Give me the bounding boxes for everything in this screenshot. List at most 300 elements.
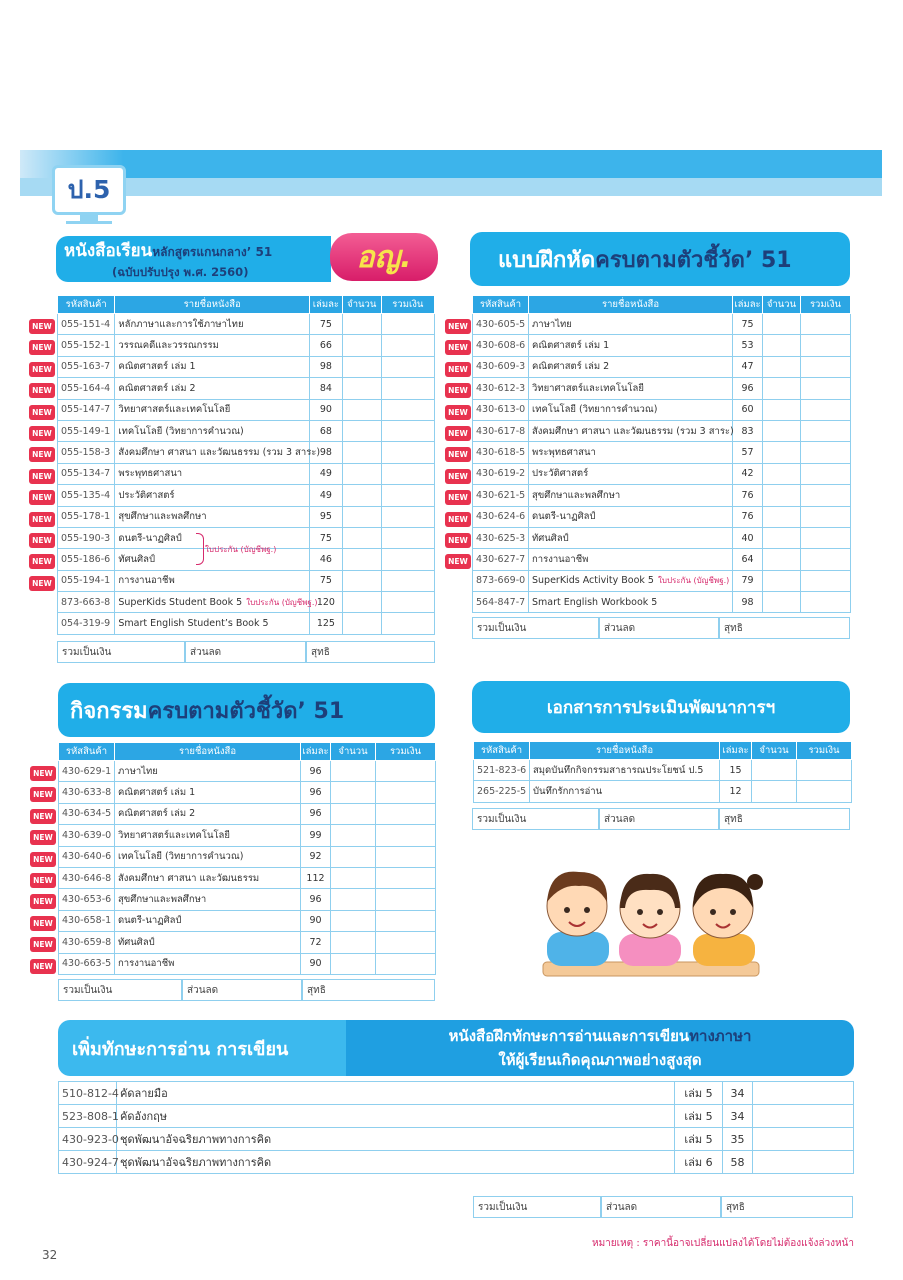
table-row xyxy=(58,314,435,335)
item-name-text: วิทยาศาสตร์และเทคโนโลยี xyxy=(118,404,231,416)
table-row xyxy=(59,889,436,910)
item-price: 99 xyxy=(301,825,331,846)
total-field[interactable]: รวมเป็นเงิน xyxy=(473,1196,601,1218)
activity-title-big: กิจกรรม xyxy=(70,698,148,724)
qty-cell[interactable] xyxy=(763,335,801,356)
item-name xyxy=(115,803,301,824)
item-code: 055-186-6 xyxy=(58,549,115,570)
activity-title-small: ครบตามตัวชี้วัด’ 51 xyxy=(147,698,345,724)
new-badge: NEW xyxy=(29,340,55,355)
qty-cell[interactable] xyxy=(763,527,801,548)
item-name-text: เทคโนโลยี (วิทยาการคำนวณ) xyxy=(118,851,244,863)
sum-cell[interactable] xyxy=(797,781,852,802)
item-name-text: คณิตศาสตร์ เล่ม 1 xyxy=(118,787,196,799)
qty-cell[interactable] xyxy=(752,781,797,802)
qty-cell[interactable] xyxy=(331,910,376,931)
sum-cell[interactable] xyxy=(801,442,851,463)
new-badge: NEW xyxy=(30,916,56,931)
sum-cell[interactable] xyxy=(381,420,434,441)
table-row xyxy=(58,335,435,356)
qty-cell[interactable] xyxy=(331,867,376,888)
table-row xyxy=(474,781,852,802)
item-name xyxy=(115,910,301,931)
sum-cell[interactable] xyxy=(381,592,434,613)
item-volume: เล่ม 5 xyxy=(675,1128,723,1151)
qty-cell[interactable] xyxy=(331,761,376,782)
item-name xyxy=(529,570,733,591)
total-field[interactable]: รวมเป็นเงิน xyxy=(472,617,599,639)
qty-cell[interactable] xyxy=(342,420,381,441)
table-row xyxy=(59,953,436,974)
item-code: 430-629-1 xyxy=(59,761,115,782)
discount-field[interactable]: ส่วนลด xyxy=(599,808,719,830)
item-name-text: ทัศนศิลป์ xyxy=(118,936,155,948)
qty-cell[interactable] xyxy=(763,314,801,335)
qty-cell[interactable] xyxy=(763,506,801,527)
item-price: 76 xyxy=(733,506,763,527)
item-name-text: พระพุทธศาสนา xyxy=(118,468,183,480)
item-name xyxy=(529,356,733,377)
textbook-table xyxy=(57,295,435,635)
header-sum: รวมเงิน xyxy=(797,742,852,760)
new-badge: NEW xyxy=(445,426,471,441)
discount-field[interactable]: ส่วนลด xyxy=(601,1196,721,1218)
item-price: 96 xyxy=(301,889,331,910)
item-code: 055-194-1 xyxy=(58,570,115,591)
qty-cell[interactable] xyxy=(763,378,801,399)
workbook-totals xyxy=(472,617,850,639)
sum-cell[interactable] xyxy=(376,910,436,931)
table-row xyxy=(473,463,851,484)
total-field[interactable]: รวมเป็นเงิน xyxy=(57,641,185,663)
table-row xyxy=(58,613,435,634)
new-badge: NEW xyxy=(29,405,55,420)
item-code: 430-609-3 xyxy=(473,356,529,377)
sum-cell[interactable] xyxy=(381,399,434,420)
sum-cell[interactable] xyxy=(381,378,434,399)
item-name xyxy=(115,570,310,591)
header-price: เล่มละ xyxy=(301,743,331,761)
item-name-text: เทคโนโลยี (วิทยาการคำนวณ) xyxy=(118,425,244,437)
qty-cell[interactable] xyxy=(331,889,376,910)
item-name xyxy=(115,314,310,335)
item-code: 054-319-9 xyxy=(58,613,115,634)
skills-title-right-2: ให้ผู้เรียนเกิดคุณภาพอย่างสูงสุด xyxy=(498,1051,702,1069)
sum-cell[interactable] xyxy=(376,932,436,953)
item-name-text: ดนตรี-นาฏศิลป์ xyxy=(532,511,596,523)
sum-cell[interactable] xyxy=(381,463,434,484)
item-volume: เล่ม 5 xyxy=(675,1082,723,1105)
sum-cell[interactable] xyxy=(376,846,436,867)
item-name xyxy=(529,378,733,399)
qty-cell[interactable] xyxy=(342,463,381,484)
item-code: 430-613-0 xyxy=(473,399,529,420)
activity-totals xyxy=(58,979,435,1001)
new-badge: NEW xyxy=(445,340,471,355)
sum-cell[interactable] xyxy=(801,399,851,420)
item-name-text: เทคโนโลยี (วิทยาการคำนวณ) xyxy=(532,404,658,416)
item-name-text: พระพุทธศาสนา xyxy=(532,447,596,459)
item-name-text: หลักภาษาและการใช้ภาษาไทย xyxy=(118,318,244,330)
sum-cell[interactable] xyxy=(381,570,434,591)
item-code: 055-163-7 xyxy=(58,356,115,377)
new-badge: NEW xyxy=(30,873,56,888)
qty-cell[interactable] xyxy=(342,506,381,527)
new-badge: NEW xyxy=(30,766,56,781)
header-qty: จำนวน xyxy=(763,296,801,314)
discount-field[interactable]: ส่วนลด xyxy=(182,979,302,1001)
item-price: 84 xyxy=(310,378,343,399)
table-row xyxy=(59,910,436,931)
qty-cell[interactable] xyxy=(342,314,381,335)
item-name-text: ทัศนศิลป์ xyxy=(532,532,569,544)
item-price: 98 xyxy=(733,592,763,613)
item-volume: เล่ม 6 xyxy=(675,1151,723,1174)
item-name xyxy=(115,867,301,888)
item-code: 523-808-1 xyxy=(59,1105,117,1128)
item-name-text: บันทึกรักการอ่าน xyxy=(533,786,603,798)
discount-field[interactable]: ส่วนลด xyxy=(599,617,719,639)
item-name-text: การงานอาชีพ xyxy=(118,958,175,970)
item-code: 055-152-1 xyxy=(58,335,115,356)
item-code: 265-225-5 xyxy=(474,781,530,802)
total-field[interactable]: รวมเป็นเงิน xyxy=(472,808,599,830)
kids-illustration xyxy=(535,862,767,980)
item-name-text: ประวัติศาสตร์ xyxy=(532,468,589,480)
net-field[interactable]: สุทธิ xyxy=(721,1196,853,1218)
item-code: 430-663-5 xyxy=(59,953,115,974)
sum-cell[interactable] xyxy=(801,378,851,399)
qty-cell[interactable] xyxy=(331,953,376,974)
qty-cell[interactable] xyxy=(342,356,381,377)
item-name-text: สังคมศึกษา ศาสนา และวัฒนธรรม (รวม 3 สาระ) xyxy=(118,447,321,459)
publisher-logo xyxy=(330,233,438,281)
table-row xyxy=(59,782,436,803)
qty-cell[interactable] xyxy=(342,592,381,613)
qty-cell[interactable] xyxy=(342,335,381,356)
qty-cell[interactable] xyxy=(763,399,801,420)
qty-cell[interactable] xyxy=(342,570,381,591)
item-note: ใบประกัน (บัญชีพฐ.) xyxy=(246,597,318,607)
header-band xyxy=(20,150,882,180)
sum-cell[interactable] xyxy=(801,592,851,613)
item-volume: เล่ม 5 xyxy=(675,1105,723,1128)
item-price: 96 xyxy=(301,803,331,824)
item-name-text: Smart English Workbook 5 xyxy=(532,596,658,608)
item-name: ชุดพัฒนาอัจฉริยภาพทางการคิด xyxy=(117,1151,675,1174)
bracket-note: ใบประกัน (บัญชีพฐ.) xyxy=(205,545,277,554)
item-price: 35 xyxy=(723,1128,753,1151)
item-name-text: คณิตศาสตร์ เล่ม 1 xyxy=(118,361,196,373)
net-field[interactable]: สุทธิ xyxy=(306,641,435,663)
sum-cell[interactable] xyxy=(801,314,851,335)
qty-cell[interactable] xyxy=(753,1128,854,1151)
item-price: 90 xyxy=(310,399,343,420)
assessment-table xyxy=(473,741,852,803)
table-row xyxy=(59,825,436,846)
table-row xyxy=(59,932,436,953)
item-price: 12 xyxy=(720,781,752,802)
qty-cell[interactable] xyxy=(331,782,376,803)
table-row xyxy=(473,356,851,377)
net-field[interactable]: สุทธิ xyxy=(719,808,850,830)
sum-cell[interactable] xyxy=(801,356,851,377)
new-badge: NEW xyxy=(29,319,55,334)
qty-cell[interactable] xyxy=(763,442,801,463)
new-badge: NEW xyxy=(445,447,471,462)
sum-cell[interactable] xyxy=(801,549,851,570)
new-badge: NEW xyxy=(30,852,56,867)
table-row xyxy=(59,1151,854,1174)
sum-cell[interactable] xyxy=(801,420,851,441)
qty-cell[interactable] xyxy=(763,570,801,591)
item-name xyxy=(115,485,310,506)
item-code: 430-608-6 xyxy=(473,335,529,356)
sum-cell[interactable] xyxy=(376,825,436,846)
sum-cell[interactable] xyxy=(801,335,851,356)
table-row xyxy=(58,399,435,420)
qty-cell[interactable] xyxy=(753,1105,854,1128)
sum-cell[interactable] xyxy=(801,506,851,527)
table-row xyxy=(58,442,435,463)
textbook-title-sub: (ฉบับปรับปรุง พ.ศ. 2560) xyxy=(112,264,249,279)
sum-cell[interactable] xyxy=(801,485,851,506)
workbook-title-big: แบบฝึกหัด xyxy=(498,247,596,273)
net-field[interactable]: สุทธิ xyxy=(719,617,850,639)
item-name xyxy=(115,613,310,634)
qty-cell[interactable] xyxy=(331,846,376,867)
item-price: 47 xyxy=(733,356,763,377)
item-name xyxy=(530,760,720,781)
item-code: 055-158-3 xyxy=(58,442,115,463)
item-code: 430-605-5 xyxy=(473,314,529,335)
qty-cell[interactable] xyxy=(763,463,801,484)
sum-cell[interactable] xyxy=(376,867,436,888)
sum-cell[interactable] xyxy=(381,506,434,527)
item-code: 055-134-7 xyxy=(58,463,115,484)
new-badge: NEW xyxy=(29,469,55,484)
total-field[interactable]: รวมเป็นเงิน xyxy=(58,979,182,1001)
item-price: 75 xyxy=(310,570,343,591)
item-name xyxy=(529,485,733,506)
item-price: 34 xyxy=(723,1105,753,1128)
skills-title-right xyxy=(346,1020,854,1076)
new-badge: NEW xyxy=(445,554,471,569)
item-code: 055-178-1 xyxy=(58,506,115,527)
new-badge: NEW xyxy=(29,447,55,462)
girl2-figure xyxy=(693,874,763,966)
item-name-text: ดนตรี-นาฏศิลป์ xyxy=(118,915,182,927)
table-row xyxy=(58,485,435,506)
boy-figure xyxy=(547,872,609,966)
bracket-mark xyxy=(196,533,204,565)
item-name xyxy=(115,846,301,867)
header-band-shadow xyxy=(20,178,882,196)
qty-cell[interactable] xyxy=(763,420,801,441)
table-row xyxy=(473,442,851,463)
sum-cell[interactable] xyxy=(381,442,434,463)
new-badge: NEW xyxy=(445,362,471,377)
header-sum: รวมเงิน xyxy=(381,296,434,314)
qty-cell[interactable] xyxy=(763,592,801,613)
page-number: 32 xyxy=(42,1248,58,1262)
new-badge: NEW xyxy=(445,512,471,527)
table-row xyxy=(473,420,851,441)
item-name xyxy=(115,953,301,974)
item-name-text: สังคมศึกษา ศาสนา และวัฒนธรรม (รวม 3 สาระ) xyxy=(532,425,734,437)
qty-cell[interactable] xyxy=(342,549,381,570)
item-name xyxy=(115,356,310,377)
sum-cell[interactable] xyxy=(801,527,851,548)
item-code: 430-617-8 xyxy=(473,420,529,441)
activity-title xyxy=(58,683,435,737)
header-name: รายชื่อหนังสือ xyxy=(530,742,720,760)
qty-cell[interactable] xyxy=(331,825,376,846)
item-name xyxy=(529,399,733,420)
qty-cell[interactable] xyxy=(331,932,376,953)
item-name xyxy=(530,781,720,802)
item-code: 055-149-1 xyxy=(58,420,115,441)
item-name xyxy=(115,506,310,527)
activity-table xyxy=(58,742,436,975)
qty-cell[interactable] xyxy=(342,442,381,463)
sum-cell[interactable] xyxy=(376,803,436,824)
net-field[interactable]: สุทธิ xyxy=(302,979,435,1001)
item-price: 92 xyxy=(301,846,331,867)
table-row xyxy=(474,760,852,781)
textbook-totals xyxy=(57,641,435,663)
sum-cell[interactable] xyxy=(801,463,851,484)
item-code: 055-164-4 xyxy=(58,378,115,399)
item-price: 125 xyxy=(310,613,343,634)
qty-cell[interactable] xyxy=(342,399,381,420)
sum-cell[interactable] xyxy=(376,761,436,782)
item-code: 430-653-6 xyxy=(59,889,115,910)
grade-badge xyxy=(52,165,126,215)
sum-cell[interactable] xyxy=(381,549,434,570)
sum-cell[interactable] xyxy=(381,335,434,356)
qty-cell[interactable] xyxy=(763,549,801,570)
item-name-text: SuperKids Activity Book 5 xyxy=(532,575,654,587)
item-code: 430-924-7 xyxy=(59,1151,117,1174)
qty-cell[interactable] xyxy=(763,356,801,377)
item-code: 430-658-1 xyxy=(59,910,115,931)
header-code: รหัสสินค้า xyxy=(58,296,115,314)
item-name xyxy=(529,549,733,570)
new-badge: NEW xyxy=(29,490,55,505)
table-row xyxy=(58,463,435,484)
new-badge: NEW xyxy=(29,383,55,398)
table-row xyxy=(59,1105,854,1128)
table-row xyxy=(58,356,435,377)
item-name-text: วิทยาศาสตร์และเทคโนโลยี xyxy=(532,382,644,394)
table-row xyxy=(473,506,851,527)
item-price: 40 xyxy=(733,527,763,548)
grade-label: ป.5 xyxy=(67,175,111,204)
item-price: 95 xyxy=(310,506,343,527)
item-name-text: การงานอาชีพ xyxy=(118,575,175,587)
item-name xyxy=(115,782,301,803)
qty-cell[interactable] xyxy=(763,485,801,506)
table-row xyxy=(59,867,436,888)
sum-cell[interactable] xyxy=(801,570,851,591)
item-code: 430-625-3 xyxy=(473,527,529,548)
new-badge: NEW xyxy=(30,959,56,974)
new-badge: NEW xyxy=(445,533,471,548)
item-name-text: การงานอาชีพ xyxy=(532,553,589,565)
sum-cell[interactable] xyxy=(376,889,436,910)
skills-totals xyxy=(473,1196,853,1218)
item-name-text: ภาษาไทย xyxy=(532,318,572,330)
item-price: 34 xyxy=(723,1082,753,1105)
item-name xyxy=(115,932,301,953)
new-badge: NEW xyxy=(445,490,471,505)
qty-cell[interactable] xyxy=(752,760,797,781)
item-price: 72 xyxy=(301,932,331,953)
header-price: เล่มละ xyxy=(733,296,763,314)
item-name-text: SuperKids Student Book 5 xyxy=(118,596,243,608)
sum-cell[interactable] xyxy=(376,782,436,803)
header-sum: รวมเงิน xyxy=(376,743,436,761)
qty-cell[interactable] xyxy=(331,803,376,824)
item-code: 055-135-4 xyxy=(58,485,115,506)
table-row xyxy=(59,1082,854,1105)
item-code: 430-923-0 xyxy=(59,1128,117,1151)
qty-cell[interactable] xyxy=(753,1082,854,1105)
discount-field[interactable]: ส่วนลด xyxy=(185,641,306,663)
item-price: 68 xyxy=(310,420,343,441)
skills-table xyxy=(58,1081,854,1174)
qty-cell[interactable] xyxy=(342,378,381,399)
girl-figure xyxy=(619,874,681,966)
footnote: หมายเหตุ : ราคานี้อาจเปลี่ยนแปลงได้โดยไม่ต้องแจ้งล่วงหน้า xyxy=(592,1238,854,1249)
sum-cell[interactable] xyxy=(381,527,434,548)
item-price: 79 xyxy=(733,570,763,591)
item-price: 53 xyxy=(733,335,763,356)
new-badge: NEW xyxy=(445,405,471,420)
qty-cell[interactable] xyxy=(342,485,381,506)
header-qty: จำนวน xyxy=(752,742,797,760)
qty-cell[interactable] xyxy=(753,1151,854,1174)
item-name xyxy=(115,442,321,463)
item-price: 66 xyxy=(310,335,343,356)
item-name xyxy=(529,527,733,548)
sum-cell[interactable] xyxy=(381,613,434,634)
item-price: 15 xyxy=(720,760,752,781)
sum-cell[interactable] xyxy=(381,314,434,335)
sum-cell[interactable] xyxy=(376,953,436,974)
header-price: เล่มละ xyxy=(720,742,752,760)
table-row xyxy=(473,378,851,399)
table-row xyxy=(473,335,851,356)
qty-cell[interactable] xyxy=(342,527,381,548)
table-row xyxy=(58,570,435,591)
item-code: 873-663-8 xyxy=(58,592,115,613)
item-name xyxy=(529,592,733,613)
sum-cell[interactable] xyxy=(381,485,434,506)
item-name-text: ทัศนศิลป์ xyxy=(118,553,156,565)
table-row xyxy=(473,570,851,591)
item-price: 49 xyxy=(310,485,343,506)
qty-cell[interactable] xyxy=(342,613,381,634)
item-price: 42 xyxy=(733,463,763,484)
item-name xyxy=(529,420,733,441)
skills-title-left-text: เพิ่มทักษะการอ่าน การเขียน xyxy=(72,1038,289,1060)
header-sum: รวมเงิน xyxy=(801,296,851,314)
sum-cell[interactable] xyxy=(797,760,852,781)
item-code: 430-633-8 xyxy=(59,782,115,803)
sum-cell[interactable] xyxy=(381,356,434,377)
